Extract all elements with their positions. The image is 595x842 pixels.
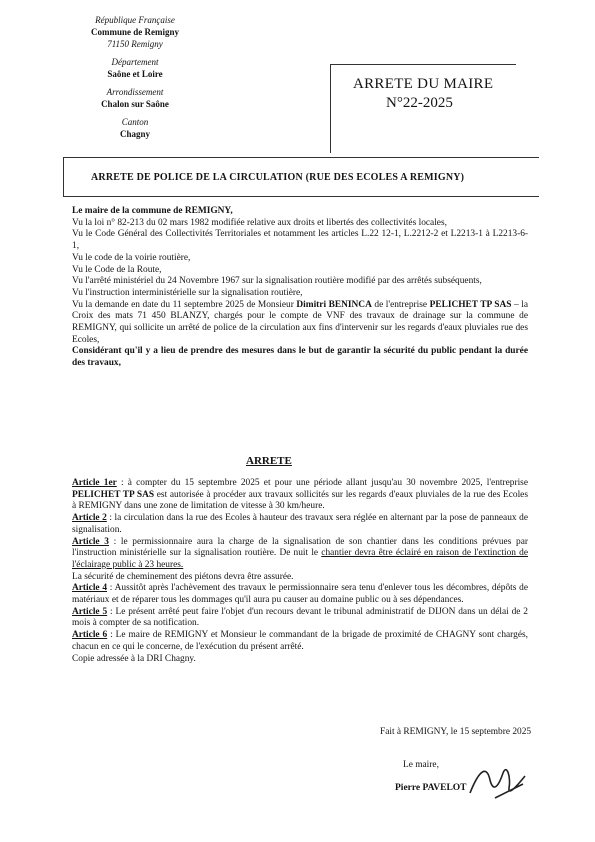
article-2: Article 2 : la circulation dans la rue des Ecoles à hauteur des travaux sera réglée en alternant par la pose de panneaux de signalisation.	[72, 513, 528, 535]
vu-line: Vu le Code Général des Collectivités Territoriales et notamment les articles L.22 12-1, L.2212-2 et L2213-1 à L2213-6-1,	[72, 229, 528, 252]
signature-role: Le maire,	[403, 760, 439, 770]
canton: Chagny	[119, 129, 150, 139]
vu-line: Vu le Code de la Route,	[72, 264, 162, 275]
arrete-box-title: ARRETE DU MAIRE	[353, 76, 494, 92]
republique: République Française	[95, 15, 175, 25]
arrete-section-title: ARRETE	[246, 455, 292, 467]
arrete-number-box	[330, 64, 516, 153]
commune-postcode: 71150 Remigny	[107, 39, 163, 49]
maire-line: Le maire de la commune de REMIGNY,	[72, 206, 233, 216]
departement-label: Département	[111, 57, 159, 67]
vu-line: Vu l'instruction interministérielle sur la signalisation routière,	[72, 287, 303, 298]
company-name: PELICHET TP SAS	[429, 299, 512, 310]
commune-name: Commune de Remigny	[91, 27, 179, 37]
copie-line: Copie adressée à la DRI Chagny.	[72, 653, 196, 664]
demandeur-name: Dimitri BENINCA	[296, 299, 372, 310]
article-3-security: La sécurité de cheminement des piétons devra être assurée.	[72, 571, 294, 582]
considerant: Considérant qu'il y a lieu de prendre des mesures dans le but de garantir la sécurité du public pendant la durée des travaux,	[72, 346, 528, 369]
article-4: Article 4 : Aussitôt après l'achèvement des travaux le permissionnaire sera tenu d'enlever tous les décombres, dépôts de matériaux et de réparer tous les dommages qu'il aura pu causer au domaine public ou à ses dépendances.	[72, 583, 528, 606]
fait-line: Fait à REMIGNY, le 15 septembre 2025	[380, 727, 532, 737]
vu-line: Vu la loi n° 82-213 du 02 mars 1982 modifiée relative aux droits et libertés des collectivités locales,	[72, 217, 447, 228]
objet-title: ARRETE DE POLICE DE LA CIRCULATION (RUE DES ECOLES A REMIGNY)	[91, 172, 465, 183]
vu-demande: Vu la demande en date du 11 septembre 2025 de Monsieur Dimitri BENINCA de l'entreprise PELICHET TP SAS – la Croix des mats 71 450 BLANZY, chargés pour le compte de VNF des travaux de drainage sur la commune de REMIGNY, qui sollicite un arrêté de police de la circulation aux fins d'intervenir sur les regards d'eaux pluviales rue des Ecoles,	[72, 299, 528, 345]
header-block	[60, 14, 210, 140]
vu-line: Vu l'arrêté ministériel du 24 Novembre 1967 sur la signalisation routière modifié par des arrêtés subséquents,	[72, 276, 482, 287]
vu-line: Vu le code de la voirie routière,	[72, 252, 191, 263]
article-1: Article 1er : à compter du 15 septembre 2025 et pour une période allant jusqu'au 30 novembre 2025, l'entreprise PELICHET TP SAS est autorisée à procéder aux travaux sollicités sur les regards d'eaux pluviales de la rue des Ecoles à REMIGNY dans une zone de limitation de vitesse à 30 km/heure.	[72, 478, 528, 512]
objet-box	[63, 157, 539, 197]
arrete-box-number: N°22-2025	[386, 95, 453, 111]
articles	[72, 478, 528, 665]
article-3: Article 3 : le permissionnaire aura la charge de la signalisation de son chantier dans les conditions prévues par l'instruction ministérielle sur la signalisation routière. De nuit le chantier devra être éclairé en raison de l'extinction de l'éclairage public à 23 heures.	[72, 536, 528, 570]
canton-label: Canton	[121, 117, 149, 127]
article-5: Article 5 : Le présent arrêté peut faire l'objet d'un recours devant le tribunal administratif de DIJON dans un délai de 2 mois à compter de sa notification.	[72, 606, 528, 629]
signatory-name: Pierre PAVELOT	[395, 783, 467, 793]
article-6: Article 6 : Le maire de REMIGNY et Monsieur le commandant de la brigade de proximité de CHAGNY sont chargés, chacun en ce qui le concerne, de l'exécution du présent arrêté.	[72, 630, 528, 652]
preamble	[72, 206, 528, 370]
departement: Saône et Loire	[107, 69, 163, 79]
arrondissement-label: Arrondissement	[106, 87, 164, 97]
handwritten-signature	[465, 758, 535, 803]
arrondissement: Chalon sur Saône	[101, 99, 169, 109]
